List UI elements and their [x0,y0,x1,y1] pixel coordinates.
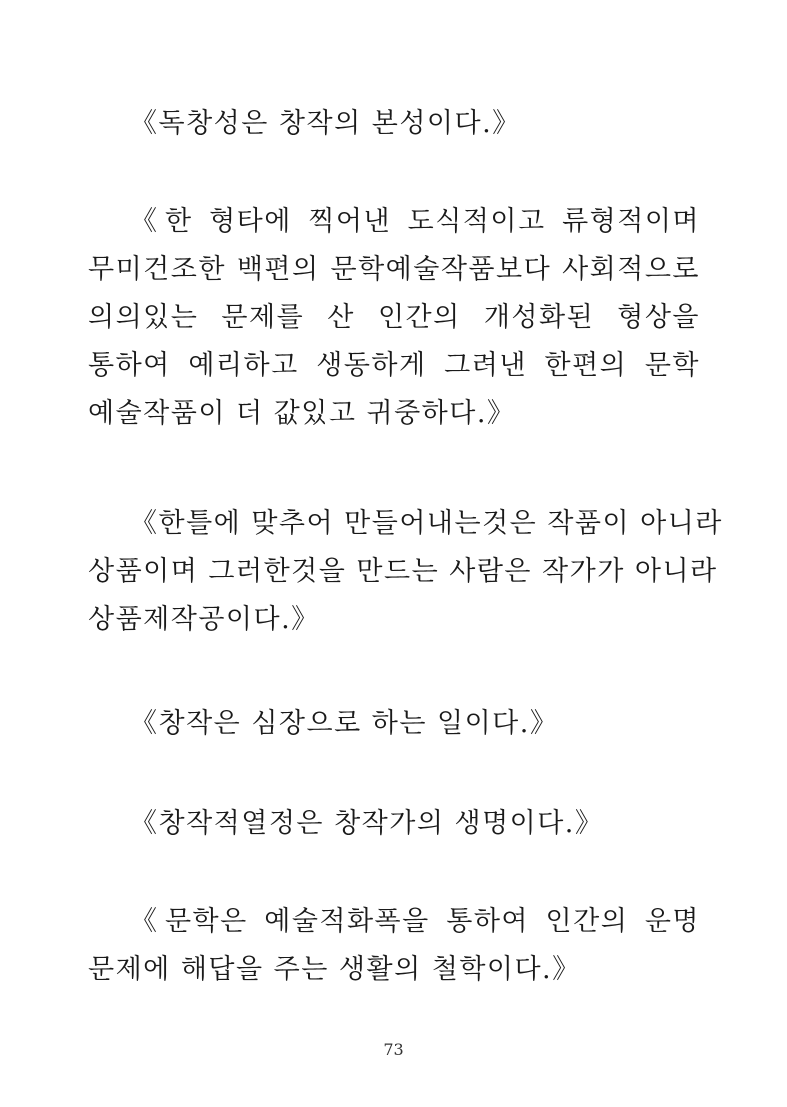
text-line: 《독창성은 창작의 본성이다.》 [130,108,521,139]
text-line: 상품제작공이다.》 [88,604,320,635]
text-line: 《문학은 예술적화폭을 통하여 인간의 운명 [130,906,700,937]
text-line: 상품이며 그러한것을 만드는 사람은 작가가 아니라 [88,556,718,587]
text-line: 예술작품이 더 값있고 귀중하다.》 [88,398,516,429]
text-line: 《한틀에 맞추어 만들어내는것은 작품이 아니라 [130,508,723,539]
text-line: 무미건조한 백편의 문학예술작품보다 사회적으로 [88,254,700,285]
quote-paragraph-4 [88,700,700,748]
text-line: 문제에 해답을 주는 생활의 철학이다.》 [88,954,581,985]
text-line: 의의있는 문제를 산 인간의 개성화된 형상을 [88,302,700,333]
text-line: 《한 형타에 찍어낸 도식적이고 류형적이며 [130,206,700,237]
quote-paragraph-5 [88,800,700,848]
quote-paragraph-3 [88,500,723,644]
text-line: 통하여 예리하고 생동하게 그려낸 한편의 문학 [88,350,700,381]
text-line: 《창작적열정은 창작가의 생명이다.》 [130,808,604,839]
quote-paragraph-2 [88,198,700,438]
text-line: 《창작은 심장으로 하는 일이다.》 [130,708,559,739]
quote-paragraph-6 [88,898,700,994]
page-number: 73 [383,1040,404,1059]
quote-paragraph-1 [88,100,700,148]
